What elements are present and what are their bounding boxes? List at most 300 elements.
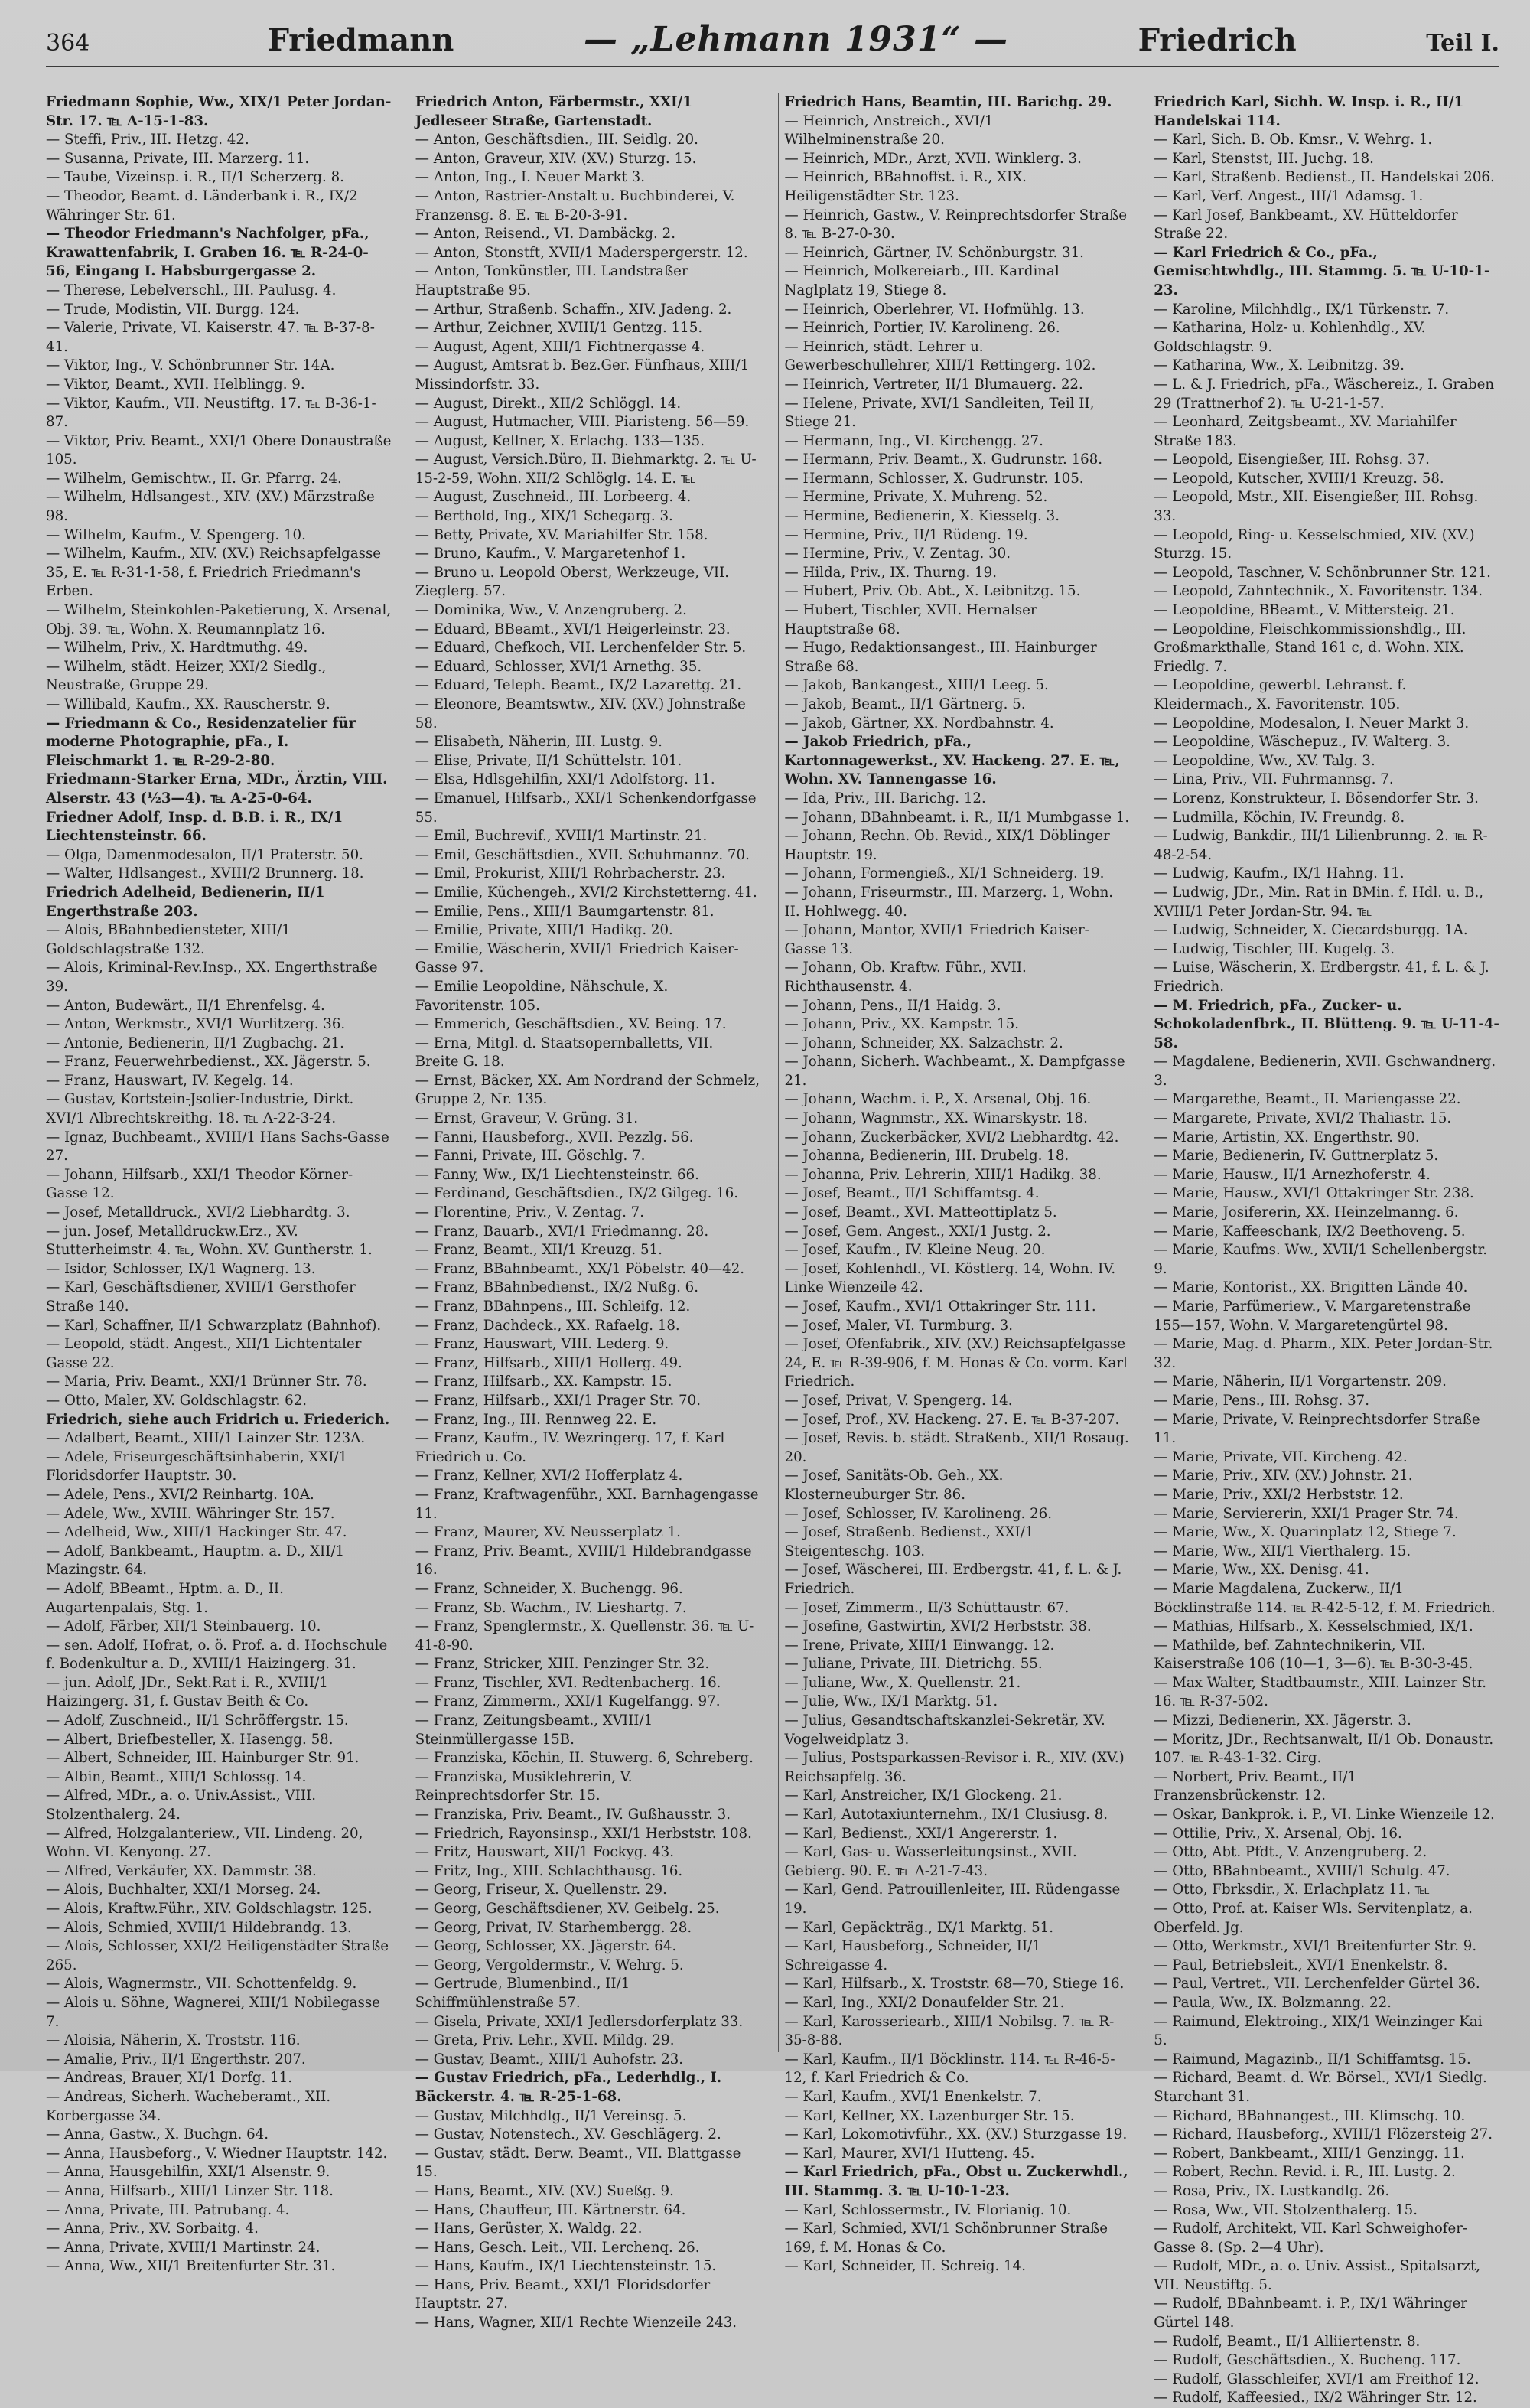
- directory-entry: — Josef, Beamt., XVI. Matteottiplatz 5.: [784, 1204, 1057, 1221]
- directory-entry: — Heinrich, Portier, IV. Karolineng. 26.: [784, 320, 1060, 337]
- directory-entry: — Viktor, Priv. Beamt., XXI/1 Obere Donaustraße 105.: [46, 432, 392, 468]
- directory-entry: — Moritz, JDr., Rechtsanwalt, II/1 Ob. Donaustr. 107. ℡ R-43-1-32. Cirg.: [1154, 1731, 1494, 1767]
- directory-entry: — Leopold, Eisengießer, III. Rohsg. 37.: [1154, 451, 1430, 468]
- directory-entry: — Franz, BBahnpens., III. Schleifg. 12.: [415, 1298, 691, 1315]
- directory-entry: — Oskar, Bankprok. i. P., VI. Linke Wienzeile 12.: [1154, 1807, 1495, 1823]
- directory-entry: — Heinrich, Vertreter, II/1 Blumauerg. 22.: [784, 376, 1083, 393]
- directory-entry: — Norbert, Priv. Beamt., II/1 Franzensbrückenstr. 12.: [1154, 1768, 1357, 1804]
- directory-entry: — Alois, Schmied, XVIII/1 Hildebrandg. 13.: [46, 1919, 352, 1936]
- directory-entry: — Leopoldine, Fleischkommissionshdlg., III. Großmarkthalle, Stand 161 c, d. Wohn. XIX. Friedlg. 7.: [1154, 621, 1467, 675]
- directory-entry: — Leopold, städt. Angest., XII/1 Lichtentaler Gasse 22.: [46, 1336, 362, 1371]
- directory-entry: — Marie, Artistin, XX. Engerthstr. 90.: [1154, 1129, 1420, 1145]
- directory-entry: — Otto, Prof. at. Kaiser Wls. Servitenplatz, a. Oberfeld. Jg.: [1154, 1901, 1473, 1936]
- directory-entry: — Hermann, Priv. Beamt., X. Gudrunstr. 168.: [784, 451, 1103, 468]
- directory-entry: — Paul, Betriebsleit., XVI/1 Enenkelstr. 8.: [1154, 1957, 1448, 1973]
- directory-entry: — Bruno u. Leopold Oberst, Werkzeuge, VII. Zieglerg. 57.: [415, 564, 730, 600]
- directory-entry: — Franz, Sb. Wachm., IV. Lieshartg. 7.: [415, 1599, 687, 1616]
- section-label: Teil I.: [1426, 30, 1499, 57]
- directory-entry: — Viktor, Kaufm., VII. Neustiftg. 17. ℡ B-36-1-87.: [46, 395, 376, 431]
- directory-entry: — Heinrich, BBahnoffst. i. R., XIX. Heiligenstädter Str. 123.: [784, 169, 1027, 204]
- directory-entry: — Emilie, Pens., XIII/1 Baumgartenstr. 81.: [415, 903, 715, 920]
- directory-entry: — Adalbert, Beamt., XIII/1 Lainzer Str. 123A.: [46, 1430, 366, 1447]
- directory-entry: — Jakob, Bankangest., XIII/1 Leeg. 5.: [784, 677, 1049, 694]
- directory-entry: — Elsa, Hdlsgehilfin, XXI/1 Adolfstorg. 11.: [415, 771, 715, 788]
- directory-entry: — Fanni, Hausbeforg., XVII. Pezzlg. 56.: [415, 1129, 694, 1145]
- directory-entry: — Hans, Priv. Beamt., XXI/1 Floridsdorfer Hauptstr. 27.: [415, 2276, 711, 2312]
- directory-title: — „Lehmann 1931“ —: [583, 20, 1008, 59]
- column-4: [1147, 93, 1499, 2406]
- directory-entry: — Eduard, Schlosser, XVI/1 Arnethg. 35.: [415, 658, 702, 675]
- directory-entry: — Marie, Bedienerin, IV. Guttnerplatz 5.: [1154, 1148, 1439, 1165]
- directory-entry: — Karl Friedrich & Co., pFa., Gemischtwhdlg., III. Stammg. 5. ℡ U-10-1-23.: [1154, 244, 1490, 298]
- directory-entry: — Karl Josef, Bankbeamt., XV. Hütteldorfer Straße 22.: [1154, 207, 1458, 243]
- directory-entry: — Franz, Kaufm., IV. Wezringerg. 17, f. Karl Friedrich u. Co.: [415, 1430, 725, 1465]
- directory-entry: — Ida, Priv., III. Barichg. 12.: [784, 790, 986, 806]
- directory-entry: — Josef, Straßenb. Bedienst., XXI/1 Steigenteschg. 103.: [784, 1524, 1034, 1559]
- directory-entry: — Marie, Kaffeeschank, IX/2 Beethoveng. 5.: [1154, 1223, 1466, 1240]
- right-headword: Friedrich: [1138, 22, 1297, 58]
- directory-entry: — Heinrich, städt. Lehrer u. Gewerbeschullehrer, XIII/1 Rettingerg. 102.: [784, 338, 1096, 374]
- directory-entry: — Alfred, MDr., a. o. Univ.Assist., VIII. Stolzenthalerg. 24.: [46, 1787, 316, 1823]
- directory-entry: — Marie, Ww., XX. Denisg. 41.: [1154, 1562, 1369, 1579]
- directory-entry: — Paula, Ww., IX. Bolzmanng. 22.: [1154, 1994, 1392, 2011]
- directory-entry: — Ernst, Graveur, V. Grüng. 31.: [415, 1110, 638, 1127]
- directory-entry: — Josef, Zimmerm., II/3 Schüttaustr. 67.: [784, 1599, 1069, 1616]
- directory-entry: — Hermine, Bedienerin, X. Kiesselg. 3.: [784, 508, 1060, 525]
- directory-entry: — Theodor, Beamt. d. Länderbank i. R., IX/2 Währinger Str. 61.: [46, 187, 358, 223]
- directory-entry: — Anna, Hausbeforg., V. Wiedner Hauptstr. 142.: [46, 2145, 388, 2162]
- directory-entry: — Georg, Geschäftsdiener, XV. Geibelg. 25.: [415, 1901, 720, 1917]
- directory-entry: — Johann, Schneider, XX. Salzachstr. 2.: [784, 1035, 1063, 1051]
- directory-entry: — Julie, Ww., IX/1 Marktg. 51.: [784, 1693, 998, 1710]
- directory-entry: — Leopoldine, BBeamt., V. Mittersteig. 21.: [1154, 602, 1455, 619]
- directory-entry: — Eduard, Chefkoch, VII. Lerchenfelder Str. 5.: [415, 640, 747, 657]
- directory-entry: — Josef, Maler, VI. Turmburg. 3.: [784, 1317, 1014, 1334]
- directory-entry: — Josef, Kaufm., IV. Kleine Neug. 20.: [784, 1242, 1046, 1259]
- directory-entry: — Gisela, Private, XXI/1 Jedlersdorferplatz 33.: [415, 2013, 744, 2030]
- directory-entry: — Heinrich, Gastw., V. Reinprechtsdorfer Straße 8. ℡ B-27-0-30.: [784, 207, 1127, 243]
- directory-entry: — Anna, Private, XVIII/1 Martinstr. 24.: [46, 2239, 321, 2256]
- directory-entry: — Wilhelm, städt. Heizer, XXI/2 Siedlg., Neustraße, Gruppe 29.: [46, 658, 327, 694]
- directory-entry: — Elise, Private, II/1 Schüttelstr. 101.: [415, 752, 682, 769]
- directory-entry: — Karl, Autotaxiunternehm., IX/1 Clusiusg. 8.: [784, 1807, 1108, 1823]
- directory-entry: — Johann, Rechn. Ob. Revid., XIX/1 Döblinger Hauptstr. 19.: [784, 828, 1110, 863]
- directory-entry: — Friedrich, Rayonsinsp., XXI/1 Herbststr. 108.: [415, 1825, 752, 1842]
- directory-entry: — Karl, Gepäckträg., IX/1 Marktg. 51.: [784, 1919, 1054, 1936]
- directory-entry: — Aloisia, Näherin, X. Troststr. 116.: [46, 2032, 301, 2049]
- directory-entry: — Johann, Hilfsarb., XXI/1 Theodor Körner-Gasse 12.: [46, 1166, 353, 1202]
- directory-entry: — Wilhelm, Hdlsangest., XIV. (XV.) Märzstraße 98.: [46, 489, 375, 525]
- directory-entry: — Hermann, Schlosser, X. Gudrunstr. 105.: [784, 470, 1084, 487]
- page-number: 364: [46, 30, 90, 57]
- directory-entry: — M. Friedrich, pFa., Zucker- u. Schokoladenfbrk., II. Blütteng. 9. ℡ U-11-4-58.: [1154, 997, 1499, 1051]
- directory-entry: — Hermine, Priv., II/1 Rüdeng. 19.: [784, 526, 1028, 543]
- directory-entry: — Otto, Werkmstr., XVI/1 Breitenfurter Str. 9.: [1154, 1938, 1477, 1955]
- directory-entry: — Anton, Reisend., VI. Dambäckg. 2.: [415, 226, 675, 243]
- directory-entry: — Ignaz, Buchbeamt., XVIII/1 Hans Sachs-Gasse 27.: [46, 1129, 389, 1165]
- directory-entry: — Karl, Schlossermstr., IV. Florianig. 10.: [784, 2201, 1072, 2218]
- directory-entry: — Emil, Prokurist, XIII/1 Rohrbacherstr. 23.: [415, 865, 726, 882]
- directory-entry: — August, Zuschneid., III. Lorbeerg. 4.: [415, 489, 692, 506]
- directory-entry: Friedrich Adelheid, Bedienerin, II/1 Engerthstraße 203.: [46, 884, 325, 920]
- directory-entry: — Olga, Damenmodesalon, II/1 Praterstr. 50.: [46, 846, 363, 863]
- directory-entry: — Mizzi, Bedienerin, XX. Jägerstr. 3.: [1154, 1712, 1411, 1729]
- directory-entry: — Elisabeth, Näherin, III. Lustg. 9.: [415, 734, 662, 751]
- directory-entry: — Jakob, Beamt., II/1 Gärtnerg. 5.: [784, 696, 1026, 712]
- directory-entry: — Josef, Revis. b. städt. Straßenb., XII/1 Rosaug. 20.: [784, 1430, 1129, 1465]
- directory-entry: — Johann, Zuckerbäcker, XVI/2 Liebhardtg. 42.: [784, 1129, 1119, 1145]
- directory-entry: — Adolf, Zuschneid., II/1 Schröffergstr. 15.: [46, 1712, 349, 1729]
- directory-entry: — Josef, Kohlenhdl., VI. Köstlerg. 14, Wohn. IV. Linke Wienzeile 42.: [784, 1260, 1116, 1296]
- directory-entry: — Wilhelm, Gemischtw., II. Gr. Pfarrg. 24.: [46, 470, 342, 487]
- directory-entry: — Gustav, Beamt., XIII/1 Auhofstr. 23.: [415, 2051, 684, 2067]
- directory-entry: — Heinrich, MDr., Arzt, XVII. Winklerg. 3.: [784, 150, 1082, 167]
- directory-entry: — Friedmann & Co., Residenzatelier für moderne Photographie, pFa., I. Fleischmarkt 1. ℡ R-29-2-80.: [46, 715, 356, 769]
- directory-entry: — Franziska, Köchin, II. Stuwerg. 6, Schreberg.: [415, 1750, 754, 1767]
- directory-entry: — Heinrich, Molkereiarb., III. Kardinal Naglplatz 19, Stiege 8.: [784, 263, 1060, 298]
- directory-entry: — Franz, Kellner, XVI/2 Hofferplatz 4.: [415, 1468, 683, 1484]
- directory-entry: — Hans, Gerüster, X. Waldg. 22.: [415, 2221, 643, 2237]
- directory-entry: — Josefine, Gastwirtin, XVI/2 Herbststr. 38.: [784, 1618, 1092, 1635]
- directory-entry: — Karl, Schmied, XVI/1 Schönbrunner Straße 169, f. M. Honas & Co.: [784, 2221, 1108, 2256]
- directory-entry: — Rudolf, Geschäftsdien., X. Bucheng. 117.: [1154, 2352, 1461, 2369]
- directory-entry: — Adele, Friseurgeschäftsinhaberin, XXI/1 Floridsdorfer Hauptstr. 30.: [46, 1448, 348, 1484]
- directory-entry: — Franziska, Musiklehrerin, V. Reinprechtsdorfer Str. 15.: [415, 1768, 633, 1804]
- directory-entry: — Alois, BBahnbediensteter, XIII/1 Goldschlagstraße 132.: [46, 922, 291, 957]
- directory-entry: — Paul, Vertret., VII. Lerchenfelder Gürtel 36.: [1154, 1976, 1480, 1993]
- directory-entry: — Max Walter, Stadtbaumstr., XIII. Lainzer Str. 16. ℡ R-37-502.: [1154, 1674, 1487, 1710]
- directory-entry: Friedrich Hans, Beamtin, III. Barichg. 29.: [784, 94, 1112, 110]
- directory-entry: — Leopold, Taschner, V. Schönbrunner Str. 121.: [1154, 564, 1491, 581]
- directory-entry: — Eleonore, Beamtswtw., XIV. (XV.) Johnstraße 58.: [415, 696, 746, 732]
- directory-entry: — Julius, Postsparkassen-Revisor i. R., XIV. (XV.) Reichsapfelg. 36.: [784, 1750, 1125, 1785]
- directory-entry: — Anna, Hausgehilfin, XXI/1 Alsenstr. 9.: [46, 2164, 330, 2181]
- directory-entry: — Karl, Gend. Patrouillenleiter, III. Rüdengasse 19.: [784, 1882, 1121, 1917]
- directory-entry: — jun. Adolf, JDr., Sekt.Rat i. R., XVIII/1 Haizingerg. 31, f. Gustav Beith & Co.: [46, 1674, 328, 1710]
- directory-entry: — Amalie, Priv., II/1 Engerthstr. 207.: [46, 2051, 306, 2067]
- directory-entry: — Adelheid, Ww., XIII/1 Hackinger Str. 47.: [46, 1524, 347, 1541]
- directory-entry: — Rudolf, BBahnbeamt. i. P., IX/1 Währinger Gürtel 148.: [1154, 2296, 1467, 2331]
- directory-entry: — Franz, Hilfsarb., XX. Kampstr. 15.: [415, 1373, 672, 1390]
- directory-entry: — Emmerich, Geschäftsdien., XV. Being. 17.: [415, 1016, 727, 1033]
- directory-entry: — Hans, Wagner, XII/1 Rechte Wienzeile 243.: [415, 2315, 737, 2331]
- directory-entry: — Leonhard, Zeitgsbeamt., XV. Mariahilfer Straße 183.: [1154, 414, 1457, 449]
- directory-entry: — Betty, Private, XV. Mariahilfer Str. 158.: [415, 526, 708, 543]
- directory-entry: — Fanni, Private, III. Göschlg. 7.: [415, 1148, 646, 1165]
- directory-entry: — Franz, BBahnbeamt., XX/1 Pöbelstr. 40—42.: [415, 1260, 745, 1277]
- directory-entry: — Karl, Straßenb. Bedienst., II. Handelskai 206.: [1154, 169, 1495, 186]
- directory-entry: — Josef, Privat, V. Spengerg. 14.: [784, 1392, 1013, 1409]
- directory-entry: — Johanna, Priv. Lehrerin, XIII/1 Hadikg. 38.: [784, 1166, 1102, 1183]
- directory-entry: — Andreas, Sicherh. Wacheberamt., XII. Korbergasse 34.: [46, 2088, 331, 2124]
- directory-entry: — Raimund, Magazinb., II/1 Schiffamtsg. 15.: [1154, 2051, 1471, 2067]
- directory-entry: — Franz, Spenglermstr., X. Quellenstr. 36. ℡ U-41-8-90.: [415, 1618, 754, 1654]
- directory-entry: — Johann, Friseurmstr., III. Marzerg. 1, Wohn. II. Hohlwegg. 40.: [784, 884, 1114, 920]
- directory-entry: — Ludwig, Schneider, X. Ciecardsburgg. 1A.: [1154, 922, 1468, 939]
- directory-entry: — L. & J. Friedrich, pFa., Wäschereiz., I. Graben 29 (Trattnerhof 2). ℡ U-21-1-57.: [1154, 376, 1495, 412]
- directory-entry: — Julius, Gesandtschaftskanzlei-Sekretär, XV. Vogelweidplatz 3.: [784, 1712, 1105, 1748]
- directory-entry: — Heinrich, Oberlehrer, VI. Hofmühlg. 13.: [784, 301, 1085, 318]
- directory-entry: — Rosa, Ww., VII. Stolzenthalerg. 15.: [1154, 2201, 1418, 2218]
- directory-entry: — Fanny, Ww., IX/1 Liechtensteinstr. 66.: [415, 1166, 699, 1183]
- directory-entry: — Anton, Stonstft, XVII/1 Maderspergerstr. 12.: [415, 244, 748, 261]
- directory-entry: — Rudolf, MDr., a. o. Univ. Assist., Spitalsarzt, VII. Neustiftg. 5.: [1154, 2258, 1481, 2293]
- directory-entry: — Karl, Schneider, II. Schreig. 14.: [784, 2258, 1026, 2275]
- directory-entry: — Otto, Fbrksdir., X. Erlachplatz 11. ℡: [1154, 1882, 1431, 1898]
- directory-entry: — Erna, Mitgl. d. Staatsopernballetts, VII. Breite G. 18.: [415, 1035, 714, 1070]
- directory-entry: — Marie, Ww., X. Quarinplatz 12, Stiege 7.: [1154, 1524, 1457, 1541]
- directory-entry: — Ludwig, Kaufm., IX/1 Hahng. 11.: [1154, 865, 1405, 882]
- directory-entry: — Marie, Priv., XIV. (XV.) Johnstr. 21.: [1154, 1468, 1413, 1484]
- directory-entry: — Karl, Kellner, XX. Lazenburger Str. 15.: [784, 2107, 1075, 2124]
- directory-entry: — Karl, Ing., XXI/2 Donaufelder Str. 21.: [784, 1994, 1065, 2011]
- directory-entry: — Rosa, Priv., IX. Lustkandlg. 26.: [1154, 2182, 1390, 2199]
- directory-entry: — Irene, Private, XIII/1 Einwangg. 12.: [784, 1637, 1055, 1654]
- directory-entry: — Franz, Stricker, XIII. Penzinger Str. 32.: [415, 1656, 710, 1673]
- directory-entry: — Anna, Ww., XII/1 Breitenfurter Str. 31.: [46, 2258, 336, 2275]
- directory-entry: — Franz, Ing., III. Rennweg 22. E.: [415, 1411, 657, 1428]
- directory-entry: — Bruno, Kaufm., V. Margaretenhof 1.: [415, 546, 686, 562]
- directory-entry: — Arthur, Straßenb. Schaffn., XIV. Jadeng. 2.: [415, 301, 732, 318]
- directory-entry: — Robert, Bankbeamt., XIII/1 Genzingg. 11.: [1154, 2145, 1465, 2162]
- directory-entry: — Dominika, Ww., V. Anzengruberg. 2.: [415, 602, 687, 619]
- directory-entry: — Hermine, Private, X. Muhreng. 52.: [784, 489, 1048, 506]
- directory-entry: — Leopold, Kutscher, XVIII/1 Kreuzg. 58.: [1154, 470, 1444, 487]
- directory-entry: — Karl, Maurer, XVI/1 Hutteng. 45.: [784, 2145, 1035, 2162]
- directory-entry: — Josef, Ofenfabrik., XIV. (XV.) Reichsapfelgasse 24, E. ℡ R-39-906, f. M. Honas & Co. vorm. Karl Friedrich.: [784, 1336, 1128, 1390]
- column-1: [46, 93, 392, 2275]
- directory-entry: — Willibald, Kaufm., XX. Rauscherstr. 9.: [46, 696, 330, 712]
- directory-entry: — Theodor Friedmann's Nachfolger, pFa., Krawattenfabrik, I. Graben 16. ℡ R-24-0-56, Eingang I. Habsburgergasse 2.: [46, 226, 369, 280]
- directory-entry: — Franz, Kraftwagenführ., XXI. Barnhagengasse 11.: [415, 1486, 759, 1522]
- directory-entry: — Georg, Privat, IV. Starhembergg. 28.: [415, 1919, 692, 1936]
- directory-entry: — Antonie, Bedienerin, II/1 Zugbachg. 21.: [46, 1035, 344, 1051]
- directory-entry: — Johann, Pens., II/1 Haidg. 3.: [784, 997, 1001, 1014]
- directory-entry: — Lorenz, Konstrukteur, I. Bösendorfer Str. 3.: [1154, 790, 1479, 806]
- directory-entry: — Wilhelm, Kaufm., V. Spengerg. 10.: [46, 526, 306, 543]
- directory-entry: — Adolf, Bankbeamt., Hauptm. a. D., XII/1 Mazingstr. 64.: [46, 1543, 345, 1579]
- directory-entry: — Franz, Zeitungsbeamt., XVIII/1 Steinmüllergasse 15B.: [415, 1712, 653, 1748]
- directory-entry: — Albin, Beamt., XIII/1 Schlossg. 14.: [46, 1768, 307, 1785]
- directory-entry: — Emanuel, Hilfsarb., XXI/1 Schenkendorfgasse 55.: [415, 790, 757, 826]
- directory-entry: — sen. Adolf, Hofrat, o. ö. Prof. a. d. Hochschule f. Bodenkultur a. D., XVIII/1 Haizingerg. 31.: [46, 1637, 388, 1673]
- directory-entry: — Katharina, Holz- u. Kohlenhdlg., XV. Goldschlagstr. 9.: [1154, 320, 1426, 355]
- directory-entry: — Mathias, Hilfsarb., X. Kesselschmied, IX/1.: [1154, 1618, 1473, 1635]
- directory-entry: — Gustav, städt. Berw. Beamt., VII. Blattgasse 15.: [415, 2145, 741, 2181]
- directory-entry: — Albert, Schneider, III. Hainburger Str. 91.: [46, 1750, 360, 1767]
- directory-entry: — Anna, Hilfsarb., XIII/1 Linzer Str. 118.: [46, 2182, 334, 2199]
- directory-entry: — Franz, Hilfsarb., XXI/1 Prager Str. 70.: [415, 1392, 701, 1409]
- directory-entry: — Franz, Feuerwehrbedienst., XX. Jägerstr. 5.: [46, 1054, 371, 1070]
- directory-entry: — Franz, Hauswart, VIII. Lederg. 9.: [415, 1336, 669, 1353]
- directory-entry: — Ernst, Bäcker, XX. Am Nordrand der Schmelz, Gruppe 2, Nr. 135.: [415, 1072, 760, 1108]
- directory-entry: — Ottilie, Priv., X. Arsenal, Obj. 16.: [1154, 1825, 1402, 1842]
- directory-entry: — Ferdinand, Geschäftsdien., IX/2 Gilgeg. 16.: [415, 1185, 739, 1202]
- directory-entry: — Alois u. Söhne, Wagnerei, XIII/1 Nobilegasse 7.: [46, 1994, 380, 2030]
- directory-entry: — Johann, Wachm. i. P., X. Arsenal, Obj. 16.: [784, 1091, 1092, 1108]
- directory-entry: Friedmann Sophie, Ww., XIX/1 Peter Jordan-Str. 17. ℡ A-15-1-83.: [46, 94, 392, 129]
- directory-entry: — Margarete, Private, XVI/2 Thaliastr. 15.: [1154, 1110, 1452, 1127]
- directory-entry: — Hilda, Priv., IX. Thurng. 19.: [784, 564, 998, 581]
- directory-entry: — Arthur, Zeichner, XVIII/1 Gentzg. 115.: [415, 320, 703, 337]
- directory-entry: — Katharina, Ww., X. Leibnitzg. 39.: [1154, 357, 1405, 374]
- directory-entry: — Josef, Wäscherei, III. Erdbergstr. 41, f. L. & J. Friedrich.: [784, 1562, 1122, 1597]
- directory-entry: — Marie, Näherin, II/1 Vorgartenstr. 209.: [1154, 1373, 1447, 1390]
- directory-entry: — Franz, Beamt., XII/1 Kreuzg. 51.: [415, 1242, 662, 1259]
- directory-entry: Friedrich Karl, Sichh. W. Insp. i. R., II/1 Handelskai 114.: [1154, 94, 1464, 129]
- directory-entry: — Andreas, Brauer, XI/1 Dorfg. 11.: [46, 2070, 292, 2087]
- directory-entry: — Johann, Ob. Kraftw. Führ., XVII. Richthausenstr. 4.: [784, 960, 1027, 995]
- directory-entry: — Franz, Zimmerm., XXI/1 Kugelfangg. 97.: [415, 1693, 721, 1710]
- directory-entry: — Marie, Mag. d. Pharm., XIX. Peter Jordan-Str. 32.: [1154, 1336, 1493, 1371]
- directory-entry: — Hermine, Priv., V. Zentag. 30.: [784, 546, 1011, 562]
- directory-entry: — Anton, Werkmstr., XVI/1 Wurlitzerg. 36.: [46, 1016, 346, 1033]
- directory-entry: — Josef, Metalldruck., XVI/2 Liebhardtg. 3.: [46, 1204, 350, 1221]
- directory-entry: — Rudolf, Kaffeesied., IX/2 Währinger Str. 12.: [1154, 2390, 1477, 2406]
- directory-entry: — Emil, Geschäftsdien., XVII. Schuhmannz. 70.: [415, 846, 750, 863]
- directory-entry: — Anna, Gastw., X. Buchgn. 64.: [46, 2126, 269, 2143]
- directory-entry: — Georg, Vergoldermstr., V. Wehrg. 5.: [415, 1957, 684, 1973]
- directory-entry: — Hans, Gesch. Leit., VII. Lerchenq. 26.: [415, 2239, 700, 2256]
- directory-entry: — Albert, Briefbesteller, X. Hasengg. 58.: [46, 1731, 334, 1748]
- directory-entry: — Marie, Hausw., XVI/1 Ottakringer Str. 238.: [1154, 1185, 1474, 1202]
- directory-entry: — Karl, Kaufm., XVI/1 Enenkelstr. 7.: [784, 2088, 1042, 2105]
- directory-entry: — Hans, Kaufm., IX/1 Liechtensteinstr. 15.: [415, 2258, 717, 2275]
- directory-entry: — Josef, Beamt., II/1 Schiffamtsg. 4.: [784, 1185, 1040, 1202]
- directory-entry: — Gustav Friedrich, pFa., Lederhdlg., I. Bäckerstr. 4. ℡ R-25-1-68.: [415, 2070, 722, 2105]
- directory-entry: — Wilhelm, Priv., X. Hardtmuthg. 49.: [46, 640, 308, 657]
- directory-entry: — Ludmilla, Köchin, IV. Freundg. 8.: [1154, 809, 1405, 826]
- directory-entry: — Anton, Rastrier-Anstalt u. Buchbinderei, V. Franzensg. 8. E. ℡ B-20-3-91.: [415, 187, 735, 223]
- directory-entry: — Karl, Hausbeforg., Schneider, II/1 Schreigasse 4.: [784, 1938, 1041, 1973]
- directory-entry: — Steffi, Priv., III. Hetzg. 42.: [46, 132, 249, 148]
- directory-entry: — Rudolf, Architekt, VII. Karl Schweighofer-Gasse 8. (Sp. 2—4 Uhr).: [1154, 2221, 1468, 2256]
- directory-entry: — Alois, Wagnermstr., VII. Schottenfeldg. 9.: [46, 1976, 357, 1993]
- directory-entry: — Richard, Hausbeforg., XVIII/1 Flözersteig 27.: [1154, 2126, 1493, 2143]
- directory-entry: — Franziska, Priv. Beamt., IV. Gußhausstr. 3.: [415, 1807, 731, 1823]
- directory-entry: — Fritz, Ing., XIII. Schlachthausg. 16.: [415, 1862, 683, 1879]
- directory-entry: — Marie, Kaufms. Ww., XVII/1 Schellenbergstr. 9.: [1154, 1242, 1488, 1277]
- directory-entry: — Valerie, Private, VI. Kaiserstr. 47. ℡ B-37-8-41.: [46, 320, 375, 355]
- directory-entry: — Leopoldine, Wäschepuz., IV. Walterg. 3.: [1154, 734, 1450, 751]
- directory-entry: — Jakob, Gärtner, XX. Nordbahnstr. 4.: [784, 715, 1054, 732]
- directory-entry: — Emilie, Küchengeh., XVI/2 Kirchstetterng. 41.: [415, 884, 757, 901]
- directory-entry: — Gustav, Milchhdlg., II/1 Vereinsg. 5.: [415, 2107, 687, 2124]
- directory-entry: — Leopoldine, Ww., XV. Talg. 3.: [1154, 752, 1375, 769]
- directory-entry: — Viktor, Beamt., XVII. Helblingg. 9.: [46, 376, 305, 393]
- directory-entry: — Karl, Karosseriearb., XIII/1 Nobilsg. 7. ℡ R-35-8-88.: [784, 2013, 1115, 2049]
- directory-entry: — Alois, Buchhalter, XXI/1 Morseg. 24.: [46, 1882, 321, 1898]
- directory-entry: — Josef, Gem. Angest., XXI/1 Justg. 2.: [784, 1223, 1051, 1240]
- directory-entry: — Ludwig, Tischler, III. Kugelg. 3.: [1154, 940, 1395, 957]
- directory-entry: — Wilhelm, Steinkohlen-Paketierung, X. Arsenal, Obj. 39. ℡, Wohn. X. Reumannplatz 16.: [46, 602, 392, 637]
- column-2: [409, 93, 761, 2331]
- directory-entry: — Trude, Modistin, VII. Burgg. 124.: [46, 301, 300, 318]
- directory-entry: — Otto, Abt. Pfdt., V. Anzengruberg. 2.: [1154, 1844, 1427, 1861]
- directory-entry: — Emilie Leopoldine, Nähschule, X. Favoritenstr. 105.: [415, 978, 669, 1014]
- directory-entry: — Wilhelm, Kaufm., XIV. (XV.) Reichsapfelgasse 35, E. ℡ R-31-1-58, f. Friedrich Friedmann's Erben.: [46, 546, 382, 600]
- directory-entry: — Hermann, Ing., VI. Kirchengg. 27.: [784, 432, 1043, 449]
- columns-container: [46, 93, 1499, 2406]
- directory-entry: — Alfred, Verkäufer, XX. Dammstr. 38.: [46, 1862, 317, 1879]
- directory-entry: — Marie, Pens., III. Rohsg. 37.: [1154, 1392, 1370, 1409]
- directory-entry: — Anna, Private, III. Patrubang. 4.: [46, 2201, 290, 2218]
- directory-entry: — Adele, Ww., XVIII. Währinger Str. 157.: [46, 1505, 335, 1522]
- directory-entry: — Therese, Lebelverschl., III. Paulusg. 4.: [46, 282, 337, 298]
- directory-entry: — Franz, Dachdeck., XX. Rafaelg. 18.: [415, 1317, 680, 1334]
- directory-entry: — Marie, Parfümeriew., V. Margaretenstraße 155—157, Wohn. V. Margaretengürtel 98.: [1154, 1298, 1471, 1334]
- directory-entry: — Josef, Prof., XV. Hackeng. 27. E. ℡ B-37-207.: [784, 1411, 1120, 1428]
- directory-entry: — Adele, Pens., XVI/2 Reinhartg. 10A.: [46, 1486, 314, 1503]
- directory-entry: — Gustav, Kortstein-Jsolier-Industrie, Dirkt. XVI/1 Albrechtskreithg. 18. ℡ A-22-3-24.: [46, 1091, 354, 1127]
- directory-entry: — Alois, Kraftw.Führ., XIV. Goldschlagstr. 125.: [46, 1901, 373, 1917]
- directory-entry: — Franz, BBahnbedienst., IX/2 Nußg. 6.: [415, 1279, 699, 1296]
- directory-entry: — Anton, Tonkünstler, III. Landstraßer Hauptstraße 95.: [415, 263, 688, 298]
- directory-entry: — Karl, Kaufm., II/1 Böcklinstr. 114. ℡ R-46-5-12, f. Karl Friedrich & Co.: [784, 2051, 1115, 2087]
- directory-entry: — Eduard, Teleph. Beamt., IX/2 Lazarettg. 21.: [415, 677, 742, 694]
- directory-entry: — Berthold, Ing., XIX/1 Schegarg. 3.: [415, 508, 673, 525]
- directory-entry: — Johann, Mantor, XVII/1 Friedrich Kaiser-Gasse 13.: [784, 922, 1089, 957]
- directory-entry: — Marie, Ww., XII/1 Vierthalerg. 15.: [1154, 1543, 1411, 1559]
- directory-entry: — Greta, Priv. Lehr., XVII. Mildg. 29.: [415, 2032, 675, 2049]
- directory-entry: — Karoline, Milchhdlg., IX/1 Türkenstr. 7.: [1154, 301, 1450, 318]
- directory-entry: — Josef, Schlosser, IV. Karolineng. 26.: [784, 1505, 1052, 1522]
- directory-entry: — Karl, Bedienst., XXI/1 Angererstr. 1.: [784, 1825, 1058, 1842]
- directory-entry: — Rudolf, Beamt., II/1 Alliiertenstr. 8.: [1154, 2333, 1421, 2350]
- directory-entry: — Magdalene, Bedienerin, XVII. Gschwandnerg. 3.: [1154, 1054, 1496, 1089]
- directory-entry: — Marie, Kontorist., XX. Brigitten Lände 40.: [1154, 1279, 1468, 1296]
- directory-entry: — Franz, Hilfsarb., XIII/1 Hollerg. 49.: [415, 1354, 682, 1371]
- directory-entry: — Marie, Hausw., II/1 Arnezhoferstr. 4.: [1154, 1166, 1431, 1183]
- directory-entry: — Mathilde, bef. Zahntechnikerin, VII. Kaiserstraße 106 (10—1, 3—6). ℡ B-30-3-45.: [1154, 1637, 1473, 1673]
- directory-entry: — jun. Josef, Metalldruckw.Erz., XV. Stutterheimstr. 4. ℡, Wohn. XV. Guntherstr. 1.: [46, 1223, 373, 1259]
- directory-entry: — Anna, Priv., XV. Sorbaitg. 4.: [46, 2221, 259, 2237]
- directory-entry: — Fritz, Hauswart, XII/1 Fockyg. 43.: [415, 1844, 675, 1861]
- directory-entry: — Margarethe, Beamt., II. Mariengasse 22.: [1154, 1091, 1461, 1108]
- directory-entry: — Johann, BBahnbeamt. i. R., II/1 Mumbgasse 1.: [784, 809, 1130, 826]
- directory-entry: — Karl, Anstreicher, IX/1 Glockeng. 21.: [784, 1787, 1063, 1804]
- directory-entry: — Leopold, Mstr., XII. Eisengießer, III. Rohsg. 33.: [1154, 489, 1479, 525]
- directory-entry: — Adolf, Färber, XII/1 Steinbauerg. 10.: [46, 1618, 321, 1635]
- directory-entry: — Josef, Kaufm., XVI/1 Ottakringer Str. 111.: [784, 1298, 1096, 1315]
- directory-entry: — Jakob Friedrich, pFa., Kartonnagewerkst., XV. Hackeng. 27. E. ℡, Wohn. XV. Tannengasse 16.: [784, 734, 1120, 788]
- directory-entry: — August, Agent, XIII/1 Fichtnergasse 4.: [415, 338, 705, 355]
- directory-entry: — Heinrich, Gärtner, IV. Schönburgstr. 31.: [784, 244, 1084, 261]
- directory-entry: — August, Direkt., XII/2 Schlöggl. 14.: [415, 395, 682, 412]
- directory-entry: — Lina, Priv., VII. Fuhrmannsg. 7.: [1154, 771, 1394, 788]
- directory-entry: — Isidor, Schlosser, IX/1 Wagnerg. 13.: [46, 1260, 316, 1277]
- directory-entry: — Marie, Private, V. Reinprechtsdorfer Straße 11.: [1154, 1411, 1480, 1447]
- directory-entry: — Susanna, Private, III. Marzerg. 11.: [46, 150, 310, 167]
- directory-entry: — Gustav, Notenstech., XV. Geschlägerg. 2.: [415, 2126, 721, 2143]
- directory-entry: — Marie, Priv., XXI/2 Herbststr. 12.: [1154, 1486, 1404, 1503]
- directory-entry: — Gertrude, Blumenbind., II/1 Schiffmühlenstraße 57.: [415, 1976, 630, 2011]
- directory-entry: — Marie Magdalena, Zuckerw., II/1 Böcklinstraße 114. ℡ R-42-5-12, f. M. Friedrich.: [1154, 1580, 1496, 1616]
- directory-entry: — Karl, Sich. B. Ob. Kmsr., V. Wehrg. 1.: [1154, 132, 1433, 148]
- directory-entry: — Johann, Priv., XX. Kampstr. 15.: [784, 1016, 1020, 1033]
- column-3: [778, 93, 1131, 2275]
- directory-entry: — Karl, Lokomotivführ., XX. (XV.) Sturzgasse 19.: [784, 2126, 1128, 2143]
- directory-entry: — Anton, Geschäftsdien., III. Seidlg. 20.: [415, 132, 698, 148]
- directory-entry: — Franz, Maurer, XV. Neusserplatz 1.: [415, 1524, 681, 1541]
- directory-entry: — August, Kellner, X. Erlachg. 133—135.: [415, 432, 705, 449]
- directory-entry: — Robert, Rechn. Revid. i. R., III. Lustg. 2.: [1154, 2164, 1456, 2181]
- directory-entry: — Karl, Verf. Angest., III/1 Adamsg. 1.: [1154, 187, 1424, 204]
- directory-entry: — Franz, Hauswart, IV. Kegelg. 14.: [46, 1072, 294, 1089]
- directory-entry: — Josef, Sanitäts-Ob. Geh., XX. Klosterneuburger Str. 86.: [784, 1468, 1004, 1503]
- directory-entry: — Viktor, Ing., V. Schönbrunner Str. 14A.: [46, 357, 335, 374]
- directory-entry: — Luise, Wäscherin, X. Erdbergstr. 41, f. L. & J. Friedrich.: [1154, 960, 1489, 995]
